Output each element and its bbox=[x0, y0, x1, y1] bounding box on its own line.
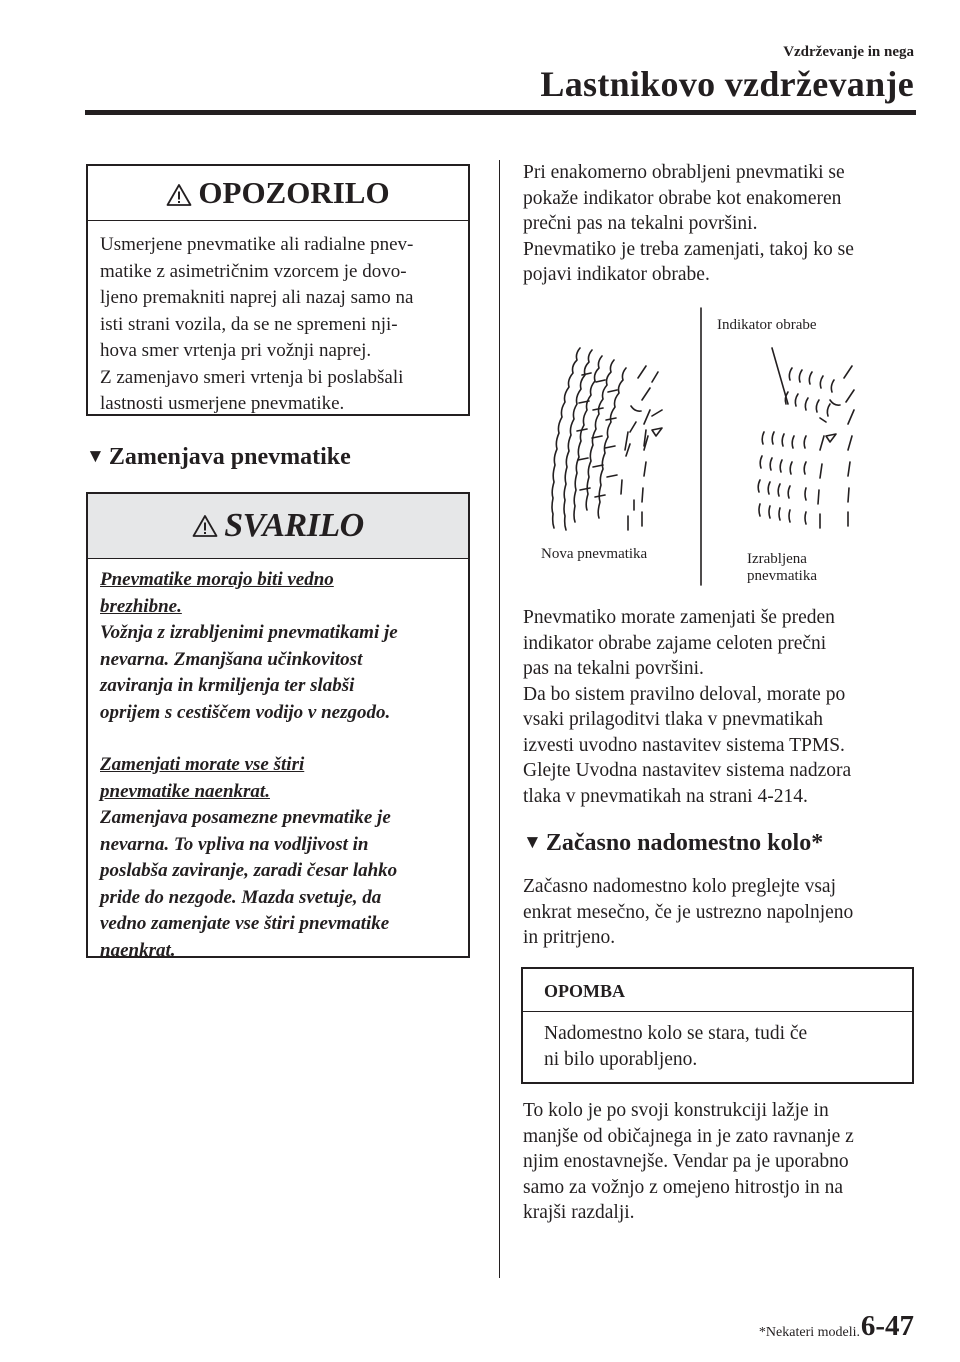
chapter-title: Lastnikovo vzdrževanje bbox=[540, 64, 914, 104]
heading-marker-icon: ▼ bbox=[86, 446, 105, 467]
heading-text: Zamenjava pnevmatike bbox=[108, 444, 351, 470]
paragraph-line: pokaže indikator obrabe kot enakomeren bbox=[523, 187, 842, 209]
paragraph-line: Pri enakomerno obrabljeni pnevmatiki se bbox=[523, 162, 845, 183]
header-rule bbox=[85, 110, 916, 115]
heading-tire-replacement bbox=[86, 444, 351, 471]
caution-line: Vožnja z izrabljenimi pnevmatikami je bbox=[100, 622, 398, 643]
caution-subtitle: Zamenjati morate vse štiri bbox=[100, 754, 305, 775]
paragraph-line: manjše od običajnega in je zato ravnanje z bbox=[523, 1125, 854, 1147]
warning-header bbox=[88, 166, 468, 221]
indicator-label: Indikator obrabe bbox=[717, 317, 817, 333]
warning-triangle-icon bbox=[192, 514, 218, 538]
paragraph-line: Pnevmatiko morate zamenjati še preden bbox=[523, 607, 835, 628]
worn-tire-label-line: Izrabljena bbox=[747, 551, 807, 567]
warning-line: matike z asimetričnim vzorcem je dovo- bbox=[100, 260, 407, 282]
caution-line: nevarna. To vpliva na vodljivost in bbox=[100, 833, 369, 855]
caution-subtitle: pnevmatike naenkrat. bbox=[100, 780, 270, 802]
note-text bbox=[523, 1012, 912, 1072]
warning-title: OPOZORILO bbox=[198, 175, 390, 210]
worn-tire-label-line: pnevmatika bbox=[747, 568, 817, 584]
caution-subtitle: brezhibne. bbox=[100, 595, 182, 617]
caution-line: poslabša zaviranje, zaradi česar lahko bbox=[100, 860, 398, 881]
paragraph-line: vsaki prilagoditvi tlaka v pnevmatikah bbox=[523, 709, 824, 730]
new-tire-label: Nova pnevmatika bbox=[541, 546, 648, 562]
tire-wear-figure bbox=[530, 300, 920, 590]
footnote: *Nekateri modeli. bbox=[758, 1325, 860, 1340]
spare-paragraph bbox=[523, 874, 853, 951]
warning-text bbox=[88, 221, 468, 418]
note-header: OPOMBA bbox=[523, 969, 912, 1012]
paragraph-line: Začasno nadomestno kolo preglejte vsaj bbox=[523, 876, 836, 897]
warning-line: Z zamenjavo smeri vrtenja bi poslabšali bbox=[100, 366, 404, 388]
note-box bbox=[521, 967, 914, 1084]
warning-box bbox=[86, 164, 470, 416]
paragraph-line: pojavi indikator obrabe. bbox=[523, 264, 710, 285]
caution-line: zaviranja in krmiljenja ter slabši bbox=[100, 675, 355, 696]
caution-title: SVARILO bbox=[224, 507, 364, 544]
caution-header bbox=[88, 494, 468, 559]
intro-paragraph bbox=[523, 160, 854, 288]
warning-line: Usmerjene pnevmatike ali radialne pnev- bbox=[100, 234, 414, 255]
paragraph-line: Glejte Uvodna nastavitev sistema nadzora bbox=[523, 760, 852, 781]
caution-box bbox=[86, 492, 470, 961]
section-title: Vzdrževanje in nega bbox=[783, 44, 914, 60]
warning-line: ljeno premakniti naprej ali nazaj samo na bbox=[100, 287, 414, 308]
warning-triangle-icon bbox=[166, 183, 192, 207]
note-line: Nadomestno kolo se stara, tudi če bbox=[544, 1023, 808, 1044]
heading-spare-wheel bbox=[523, 830, 823, 857]
paragraph-line: To kolo je po svoji konstrukciji lažje in bbox=[523, 1100, 829, 1121]
paragraph-line: tlaka v pnevmatikah na strani 4-214. bbox=[523, 785, 808, 807]
page-number: 6-47 bbox=[860, 1310, 914, 1342]
caution-text bbox=[88, 559, 468, 964]
warning-line: hova smer vrtenja pri vožnji naprej. bbox=[100, 340, 372, 361]
spare-paragraph-2 bbox=[523, 1098, 854, 1226]
caution-line: Zamenjava posamezne pnevmatike je bbox=[100, 807, 391, 828]
paragraph-line: samo za vožnjo z omejeno hitrostjo in na bbox=[523, 1176, 844, 1198]
paragraph-line: njim enostavnejše. Vendar pa je uporabno bbox=[523, 1151, 849, 1172]
worn-tire-label bbox=[747, 551, 817, 585]
caution-line: oprijem s cestiščem vodijo v nezgodo. bbox=[100, 701, 391, 723]
heading-marker-icon: ▼ bbox=[523, 832, 542, 853]
paragraph-line: Pnevmatiko je treba zamenjati, takoj ko se bbox=[523, 238, 854, 260]
note-line: ni bilo uporabljeno. bbox=[544, 1048, 698, 1070]
replacement-paragraph bbox=[523, 605, 851, 809]
warning-line: lastnosti usmerjene pnevmatike. bbox=[100, 393, 345, 414]
caution-line: vedno zamenjate vse štiri pnevmatike bbox=[100, 913, 390, 934]
paragraph-line: in pritrjeno. bbox=[523, 927, 616, 948]
caution-line: naenkrat. bbox=[100, 939, 176, 961]
column-divider bbox=[499, 160, 500, 1278]
caution-subtitle: Pnevmatike morajo biti vedno bbox=[100, 569, 334, 590]
paragraph-line: enkrat mesečno, če je ustrezno napolnjeno bbox=[523, 901, 854, 923]
caution-line: pride do nezgode. Mazda svetuje, da bbox=[100, 886, 382, 908]
paragraph-line: krajši razdalji. bbox=[523, 1202, 635, 1223]
caution-line: nevarna. Zmanjšana učinkovitost bbox=[100, 648, 363, 670]
paragraph-line: izvesti uvodno nastavitev sistema TPMS. bbox=[523, 734, 845, 756]
paragraph-line: Da bo sistem pravilno deloval, morate po bbox=[523, 683, 846, 705]
heading-text: Začasno nadomestno kolo* bbox=[545, 830, 824, 856]
paragraph-line: indikator obrabe zajame celoten prečni bbox=[523, 632, 827, 654]
paragraph-line: prečni pas na tekalni površini. bbox=[523, 213, 758, 234]
warning-line: isti strani vozila, da se ne spremeni nji- bbox=[100, 313, 398, 335]
paragraph-line: pas na tekalni površini. bbox=[523, 658, 704, 679]
